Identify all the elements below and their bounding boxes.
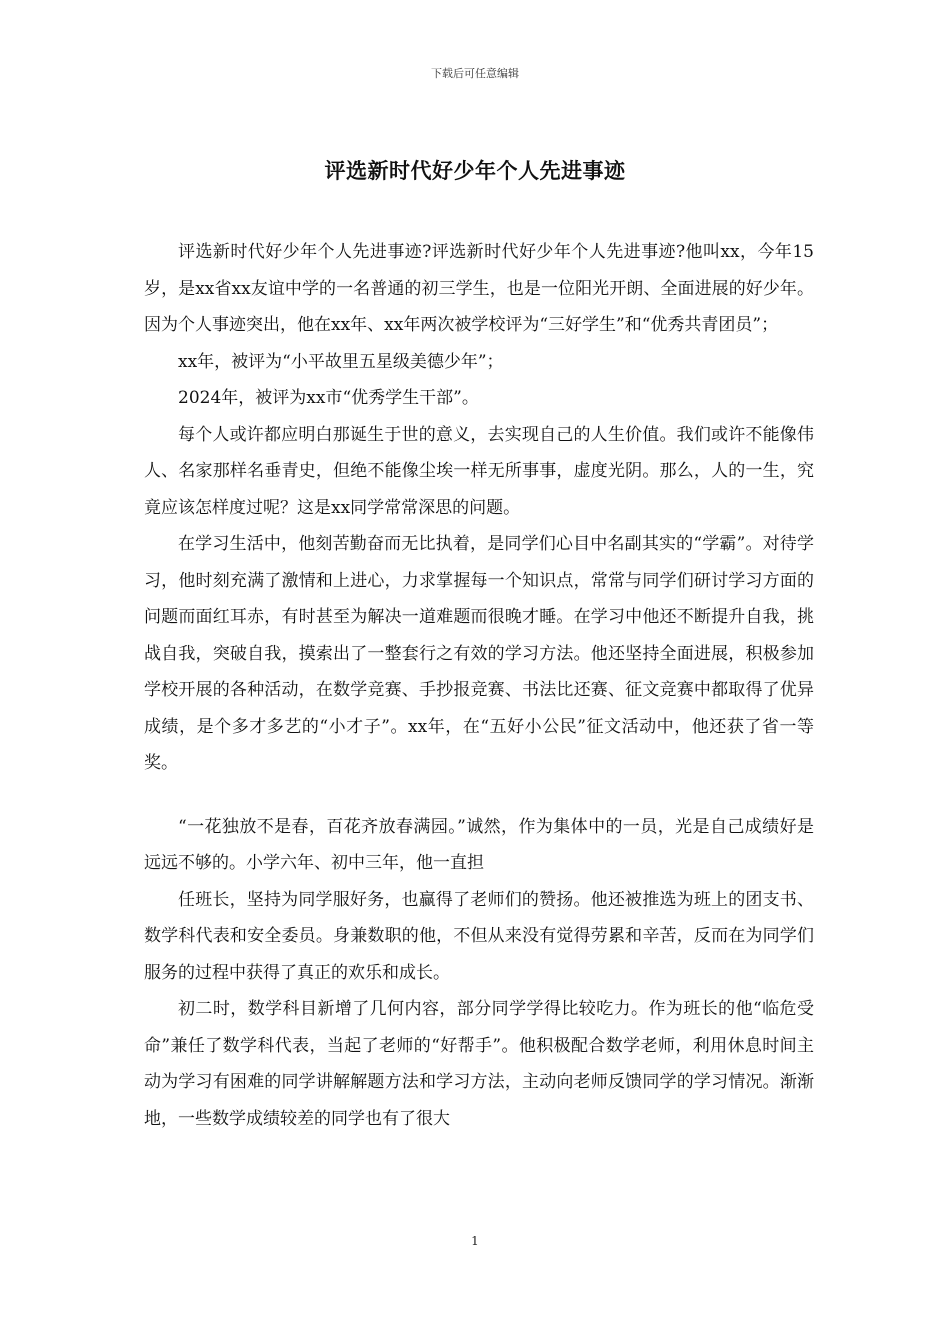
- paragraph-gap: [144, 782, 814, 809]
- paragraph-life-value: 每个人或许都应明白那诞生于世的意义，去实现自己的人生价值。我们或许不能像伟人、名家那样名垂青史，但绝不能像尘埃一样无所事事，虚度光阴。那么，人的一生，究竟应该怎样度过呢？这是xx同学常常深思的问题。: [144, 424, 814, 518]
- document-body: [144, 234, 814, 1137]
- header-note: 下载后可任意编辑: [431, 67, 519, 80]
- paragraph-intro: 评选新时代好少年个人先进事迹?评选新时代好少年个人先进事迹?他叫xx，今年15岁，是xx省xx友谊中学的一名普通的初三学生，也是一位阳光开朗、全面进展的好少年。因为个人事迹突出，他在xx年、xx年两次被学校评为“三好学生”和“优秀共青团员”；: [144, 242, 814, 335]
- paragraph-study: 在学习生活中，他刻苦勤奋而无比执着，是同学们心目中名副其实的“学霸”。对待学习，他时刻充满了激情和上进心，力求掌握每一个知识点，常常与同学们研讨学习方面的问题而面红耳赤，有时甚至为解决一道难题而很晚才睡。在学习中他还不断提升自我，挑战自我，突破自我，摸索出了一整套行之有效的学习方法。他还坚持全面进展，积极参加学校开展的各种活动，在数学竞赛、手抄报竞赛、书法比还赛、征文竞赛中都取得了优异成绩，是个多才多艺的“小才子”。xx年，在“五好小公民”征文活动中，他还获了省一等奖。: [144, 534, 814, 773]
- document-title: 评选新时代好少年个人先进事迹: [324, 158, 626, 183]
- paragraph-math: 初二时，数学科目新增了几何内容，部分同学学得比较吃力。作为班长的他“临危受命”兼任了数学科代表，当起了老师的“好帮手”。他积极配合数学老师，利用休息时间主动为学习有困难的同学讲解解题方法和学习方法，主动向老师反馈同学的学习情况。渐渐地，一些数学成绩较差的同学也有了很大: [144, 999, 814, 1129]
- paragraph-monitor: 任班长，坚持为同学服好务，也赢得了老师们的赞扬。他还被推选为班上的团支书、数学科代表和安全委员。身兼数职的他，不但从来没有觉得劳累和辛苦，反而在为同学们服务的过程中获得了真正的欢乐和成长。: [144, 889, 814, 983]
- paragraph-award-1: xx年，被评为“小平故里五星级美德少年”；: [178, 351, 504, 372]
- paragraph-collective: “一花独放不是春，百花齐放春满园。”诚然，作为集体中的一员，光是自己成绩好是远远不够的。小学六年、初中三年，他一直担: [144, 816, 814, 873]
- page-number: 1: [471, 1234, 479, 1248]
- paragraph-award-2: 2024年，被评为xx市“优秀学生干部”。: [178, 388, 479, 408]
